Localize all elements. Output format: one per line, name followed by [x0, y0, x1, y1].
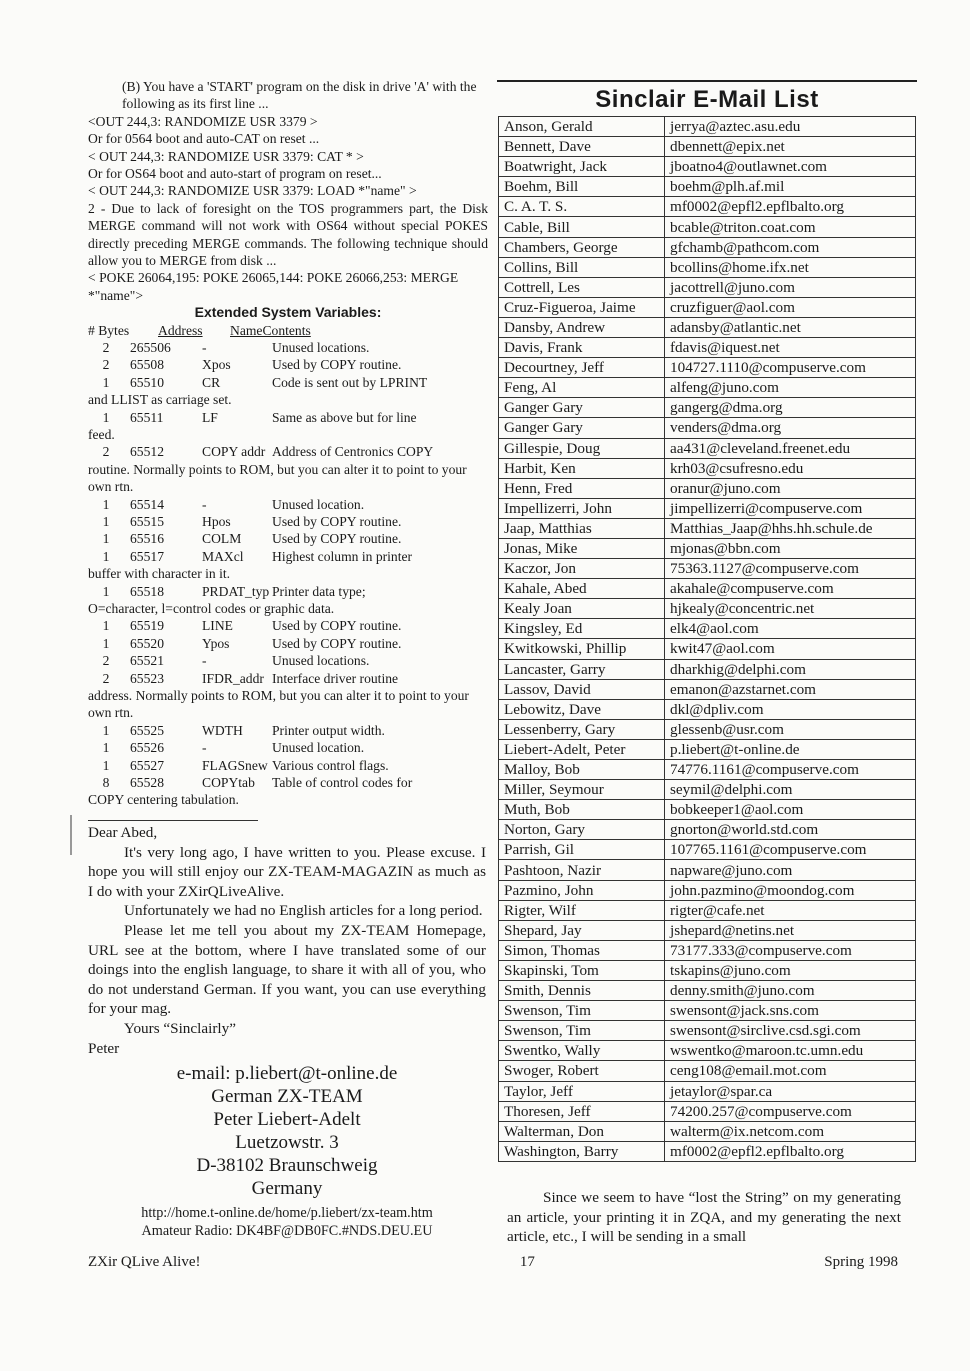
name-cell: - [202, 496, 207, 512]
address-cell: 65526 [130, 740, 164, 756]
table-row [499, 137, 916, 157]
contents-cell: Used by COPY routine. [272, 618, 402, 634]
margin-mark [70, 815, 72, 855]
table-row [499, 1141, 916, 1161]
member-name: Chambers, George [499, 237, 665, 257]
table-row [499, 880, 916, 900]
table-row [499, 317, 916, 337]
table-row [499, 659, 916, 679]
member-email: 104727.1110@compuserve.com [665, 358, 916, 378]
member-email: 107765.1161@compuserve.com [665, 840, 916, 860]
member-name: Dansby, Andrew [499, 317, 665, 337]
member-email: dkl@dpliv.com [665, 699, 916, 719]
contents-cell: Various control flags. [272, 757, 389, 773]
variable-row [88, 617, 488, 634]
bytes-cell: 1 [102, 722, 110, 738]
table-row [499, 1121, 916, 1141]
bytes-cell: 2 [102, 653, 110, 669]
table-row [499, 478, 916, 498]
contents-cell: Printer data type; [272, 583, 366, 599]
name-cell: - [202, 740, 207, 756]
member-email: 74776.1161@compuserve.com [665, 760, 916, 780]
email-list-section [497, 80, 917, 1162]
table-row [499, 820, 916, 840]
table-row [499, 579, 916, 599]
member-email: ceng108@email.mot.com [665, 1061, 916, 1081]
table-row [499, 538, 916, 558]
member-name: Parrish, Gil [499, 840, 665, 860]
bytes-cell: 1 [102, 531, 110, 547]
name-cell: COPYtab [202, 774, 255, 790]
name-cell: - [202, 653, 207, 669]
member-name: Kahale, Abed [499, 579, 665, 599]
table-row [499, 177, 916, 197]
table-row [499, 960, 916, 980]
variable-row [88, 635, 488, 652]
table-row [499, 217, 916, 237]
table-row [499, 920, 916, 940]
member-name: Jaap, Matthias [499, 518, 665, 538]
table-row [499, 900, 916, 920]
member-name: Kwitkowski, Phillip [499, 639, 665, 659]
table-row [499, 739, 916, 759]
member-email: kwit47@aol.com [665, 639, 916, 659]
member-name: Decourtney, Jeff [499, 358, 665, 378]
member-email: bcable@triton.coat.com [665, 217, 916, 237]
member-name: Lancaster, Garry [499, 659, 665, 679]
member-email: krh03@csufresno.edu [665, 458, 916, 478]
member-name: Swoger, Robert [499, 1061, 665, 1081]
variable-row [88, 548, 488, 565]
variable-row [88, 496, 488, 513]
footer-magazine: ZXir QLive Alive! [88, 1254, 201, 1270]
text-line: (B) You have a 'START' program on the disk in drive 'A' with the following as its first line ... [122, 79, 477, 112]
address-cell: 65527 [130, 757, 164, 773]
member-email: jshepard@netins.net [665, 920, 916, 940]
member-email: gangerg@dma.org [665, 398, 916, 418]
member-email: walterm@ix.netcom.com [665, 1121, 916, 1141]
address-cell: 65521 [130, 653, 164, 669]
greeting: Dear Abed, [88, 824, 158, 841]
member-name: Lessenberry, Gary [499, 719, 665, 739]
table-row [499, 257, 916, 277]
address-cell: 65515 [130, 514, 164, 530]
bytes-cell: 1 [102, 740, 110, 756]
bytes-cell: 1 [102, 548, 110, 564]
letter-paragraph: Unfortunately we had no English articles for a long period. [124, 902, 483, 920]
member-email: napware@juno.com [665, 860, 916, 880]
member-email: alfeng@juno.com [665, 378, 916, 398]
member-email: akahale@compuserve.com [665, 579, 916, 599]
table-row [499, 981, 916, 1001]
variable-row [88, 443, 488, 460]
sig-org: German ZX-TEAM [211, 1086, 363, 1108]
contents-cell: Unused locations. [272, 653, 370, 669]
text-line: < OUT 244,3: RANDOMIZE USR 3379: CAT * > [88, 148, 364, 164]
table-row [499, 1021, 916, 1041]
member-name: Pashtoon, Nazir [499, 860, 665, 880]
bytes-cell: 1 [102, 757, 110, 773]
name-cell: PRDAT_typ [202, 583, 270, 599]
member-email: swensont@sirclive.csd.sgi.com [665, 1021, 916, 1041]
top-rule [497, 80, 917, 82]
text-paragraph: 2 - Due to lack of foresight on the TOS programmers part, the Disk MERGE command will not work with OS64 without special POKES directly preceding MERGE commands. The following technique should allow you to MERGE from disk ... [88, 200, 488, 269]
table-row [499, 760, 916, 780]
member-email: gnorton@world.std.com [665, 820, 916, 840]
address-cell: 65510 [130, 374, 164, 390]
member-name: Pazmino, John [499, 880, 665, 900]
table-row [499, 940, 916, 960]
name-cell: COLM [202, 531, 242, 547]
name-cell: LINE [202, 618, 233, 634]
member-email: dbennett@epix.net [665, 137, 916, 157]
member-name: Swentko, Wally [499, 1041, 665, 1061]
contents-cell: Address of Centronics COPY [272, 444, 434, 460]
contents-cell: Unused location. [272, 740, 365, 756]
member-email: oranur@juno.com [665, 478, 916, 498]
table-row [499, 1061, 916, 1081]
member-name: Anson, Gerald [499, 117, 665, 137]
text-line: < POKE 26064,195: POKE 26065,144: POKE 26066,253: MERGE *"name"> [88, 270, 459, 303]
member-email: 75363.1127@compuserve.com [665, 559, 916, 579]
member-name: Miller, Seymour [499, 780, 665, 800]
table-row [499, 358, 916, 378]
table-row [499, 518, 916, 538]
table-row [499, 599, 916, 619]
bytes-cell: 2 [102, 444, 110, 460]
contents-cell: Used by COPY routine. [272, 635, 402, 651]
member-name: Lebowitz, Dave [499, 699, 665, 719]
email-table [498, 116, 916, 1162]
member-name: Davis, Frank [499, 338, 665, 358]
bytes-cell: 1 [102, 514, 110, 530]
name-cell: CR [202, 374, 221, 390]
table-row [499, 1001, 916, 1021]
member-email: hjkealy@concentric.net [665, 599, 916, 619]
text-line: Or for OS64 boot and auto-start of program on reset... [88, 166, 382, 182]
table-row [499, 800, 916, 820]
variable-row [88, 339, 488, 356]
table-header [88, 322, 488, 339]
contents-cell: Unused location. [272, 496, 365, 512]
footer-issue: Spring 1998 [824, 1254, 898, 1270]
member-email: 74200.257@compuserve.com [665, 1101, 916, 1121]
variable-row [88, 583, 488, 600]
table-row [499, 619, 916, 639]
sig-city: D-38102 Braunschweig [196, 1155, 378, 1177]
divider [88, 820, 258, 821]
sig-country: Germany [251, 1178, 323, 1200]
table-row [499, 418, 916, 438]
member-name: Harbit, Ken [499, 458, 665, 478]
member-email: p.liebert@t-online.de [665, 739, 916, 759]
variable-row [88, 374, 488, 391]
address-cell: 65516 [130, 531, 164, 547]
member-name: Collins, Bill [499, 257, 665, 277]
table-row [499, 780, 916, 800]
member-name: Boatwright, Jack [499, 157, 665, 177]
member-email: gfchamb@pathcom.com [665, 237, 916, 257]
member-email: jacottrell@juno.com [665, 277, 916, 297]
member-email: 73177.333@compuserve.com [665, 940, 916, 960]
member-name: Kealy Joan [499, 599, 665, 619]
address-cell: 65520 [130, 635, 164, 651]
member-name: Smith, Dennis [499, 981, 665, 1001]
variable-row [88, 530, 488, 547]
variable-continuation: O=character, l=control codes or graphic data. [88, 601, 335, 617]
homepage-url: http://home.t-online.de/home/p.liebert/zx-team.htm [141, 1205, 433, 1222]
member-name: Ganger Gary [499, 398, 665, 418]
member-email: rigter@cafe.net [665, 900, 916, 920]
page-number: 17 [519, 1254, 535, 1270]
variable-row [88, 652, 488, 669]
system-variables-list [88, 339, 488, 809]
member-name: Ganger Gary [499, 418, 665, 438]
name-cell: - [202, 340, 207, 356]
name-cell: WDTH [202, 722, 243, 738]
contents-cell: Printer output width. [272, 722, 385, 738]
table-row [499, 438, 916, 458]
table-row [499, 1041, 916, 1061]
table-row [499, 277, 916, 297]
member-name: Kaczor, Jon [499, 559, 665, 579]
variable-continuation: routine. Normally points to ROM, but you can alter it to point to your own rtn. [88, 461, 467, 495]
address-cell: 65517 [130, 548, 164, 564]
text-line: Or for 0564 boot and auto-CAT on reset ... [88, 131, 320, 147]
member-email: jerrya@aztec.asu.edu [665, 117, 916, 137]
member-name: Cottrell, Les [499, 277, 665, 297]
address-cell: 65511 [130, 409, 164, 425]
table-row [499, 398, 916, 418]
member-email: swensont@jack.sns.com [665, 1001, 916, 1021]
member-name: Taylor, Jeff [499, 1081, 665, 1101]
variable-continuation: COPY centering tabulation. [88, 792, 239, 808]
name-cell: Xpos [202, 357, 231, 373]
member-name: Skapinski, Tom [499, 960, 665, 980]
bytes-cell: 1 [102, 635, 110, 651]
member-email: bobkeeper1@aol.com [665, 800, 916, 820]
member-email: emanon@azstarnet.com [665, 679, 916, 699]
table-row [499, 458, 916, 478]
member-email: dharkhig@delphi.com [665, 659, 916, 679]
table-row [499, 860, 916, 880]
sig-name: Peter Liebert-Adelt [213, 1109, 361, 1131]
contents-cell: Unused locations. [272, 340, 370, 356]
member-email: venders@dma.org [665, 418, 916, 438]
name-cell: LF [202, 409, 218, 425]
member-email: elk4@aol.com [665, 619, 916, 639]
member-email: fdavis@iquest.net [665, 338, 916, 358]
header-label: # Bytes [88, 322, 130, 338]
variable-row [88, 757, 488, 774]
table-row [499, 679, 916, 699]
variable-row [88, 409, 488, 426]
table-row [499, 719, 916, 739]
variable-row [88, 739, 488, 756]
address-cell: 65512 [130, 444, 164, 460]
table-row [499, 559, 916, 579]
closing-article [507, 1188, 901, 1247]
address-cell: 65514 [130, 496, 164, 512]
address-cell: 65519 [130, 618, 164, 634]
table-row [499, 117, 916, 137]
contact-lines [88, 1204, 486, 1240]
member-name: Norton, Gary [499, 820, 665, 840]
section-heading: Extended System Variables: [194, 304, 382, 321]
variable-continuation: buffer with character in it. [88, 566, 231, 582]
member-name: Thoresen, Jeff [499, 1101, 665, 1121]
member-name: Boehm, Bill [499, 177, 665, 197]
address-cell: 65523 [130, 670, 164, 686]
text-line: <OUT 244,3: RANDOMIZE USR 3379 > [88, 113, 318, 129]
contents-cell: Code is sent out by LPRINT [272, 374, 428, 390]
bytes-cell: 8 [102, 774, 110, 790]
member-name: Liebert-Adelt, Peter [499, 739, 665, 759]
member-name: Cable, Bill [499, 217, 665, 237]
member-name: Swenson, Tim [499, 1021, 665, 1041]
bytes-cell: 2 [102, 340, 110, 356]
article-paragraph: Since we seem to have “lost the String” on my generating an article, your printing it in ZQA, and my generating the next article, etc., I will be sending in a small [507, 1189, 901, 1246]
table-row [499, 1101, 916, 1121]
member-name: Henn, Fred [499, 478, 665, 498]
member-name: Rigter, Wilf [499, 900, 665, 920]
sig-email: e-mail: p.liebert@t-online.de [176, 1063, 398, 1085]
member-name: Cruz-Figueroa, Jaime [499, 297, 665, 317]
bytes-cell: 2 [102, 357, 110, 373]
member-name: Walterman, Don [499, 1121, 665, 1141]
variable-row [88, 722, 488, 739]
contents-cell: Used by COPY routine. [272, 514, 402, 530]
letter [88, 820, 486, 1240]
member-email: aa431@cleveland.freenet.edu [665, 438, 916, 458]
sig-street: Luetzowstr. 3 [235, 1132, 339, 1154]
member-name: Impellizerri, John [499, 498, 665, 518]
variable-row [88, 670, 488, 687]
member-name: Malloy, Bob [499, 760, 665, 780]
table-row [499, 699, 916, 719]
member-email: mjonas@bbn.com [665, 538, 916, 558]
bytes-cell: 1 [102, 496, 110, 512]
header-address: Address [158, 322, 203, 338]
name-cell: Ypos [202, 635, 230, 651]
contents-cell: Highest column in printer [272, 548, 413, 564]
variable-continuation: and LLIST as carriage set. [88, 392, 232, 408]
name-cell: FLAGSnew [202, 757, 268, 773]
header-name: NameContents [230, 322, 311, 338]
signer-name: Peter [88, 1039, 120, 1057]
member-name: Swenson, Tim [499, 1001, 665, 1021]
variable-continuation: feed. [88, 427, 115, 443]
amateur-radio: Amateur Radio: DK4BF@DB0FC.#NDS.DEU.EU [141, 1223, 433, 1240]
letter-paragraph: It's very long ago, I have written to you. Please excuse. I hope you will still enjoy our ZX-TEAM-MAGAZIN as much as I do with your ZXirQLiveAlive. [88, 843, 486, 900]
name-cell: MAXcl [202, 548, 244, 564]
member-name: Shepard, Jay [499, 920, 665, 940]
bytes-cell: 1 [102, 583, 110, 599]
table-row [499, 237, 916, 257]
member-email: denny.smith@juno.com [665, 981, 916, 1001]
member-email: jimpellizerri@compuserve.com [665, 498, 916, 518]
bytes-cell: 2 [102, 670, 110, 686]
header-bytes [88, 322, 130, 339]
member-name: Washington, Barry [499, 1141, 665, 1161]
table-row [499, 197, 916, 217]
member-name: C. A. T. S. [499, 197, 665, 217]
member-name: Muth, Bob [499, 800, 665, 820]
member-email: cruzfiguer@aol.com [665, 297, 916, 317]
closing: Yours “Sinclairly” [124, 1019, 236, 1037]
text-line: < OUT 244,3: RANDOMIZE USR 3379: LOAD *"name" > [88, 183, 417, 199]
name-cell: COPY addr [202, 444, 266, 460]
table-row [499, 157, 916, 177]
member-name: Feng, Al [499, 378, 665, 398]
bytes-cell: 1 [102, 618, 110, 634]
contents-cell: Used by COPY routine. [272, 531, 402, 547]
signature-block [88, 1062, 486, 1200]
name-cell: Hpos [202, 514, 231, 530]
name-cell: IFDR_addr [202, 670, 264, 686]
member-name: Gillespie, Doug [499, 438, 665, 458]
member-name: Lassov, David [499, 679, 665, 699]
member-email: jboatno4@outlawnet.com [665, 157, 916, 177]
member-email: john.pazmino@moondog.com [665, 880, 916, 900]
table-row [499, 840, 916, 860]
variable-row [88, 356, 488, 373]
member-name: Bennett, Dave [499, 137, 665, 157]
contents-cell: Interface driver routine [272, 670, 399, 686]
member-name: Jonas, Mike [499, 538, 665, 558]
address-cell: 65518 [130, 583, 164, 599]
bytes-cell: 1 [102, 374, 110, 390]
contents-cell: Table of control codes for [272, 774, 413, 790]
member-email: mf0002@epfl2.epflbalto.org [665, 197, 916, 217]
member-email: seymil@delphi.com [665, 780, 916, 800]
member-name: Kingsley, Ed [499, 619, 665, 639]
address-cell: 65508 [130, 357, 164, 373]
variable-row [88, 774, 488, 791]
bytes-cell: 1 [102, 409, 110, 425]
member-email: glessenb@usr.com [665, 719, 916, 739]
contents-cell: Same as above but for line [272, 409, 417, 425]
table-row [499, 498, 916, 518]
table-row [499, 297, 916, 317]
letter-paragraph: Please let me tell you about my ZX-TEAM Homepage, URL see at the bottom, where I have translated some of our doings into the english language, to share it with all of you, who do not understand German. If you want, you can use everything for your mag. [88, 921, 486, 1018]
member-email: bcollins@home.ifx.net [665, 257, 916, 277]
address-cell: 65525 [130, 722, 164, 738]
address-cell: 265506 [130, 340, 171, 356]
address-cell: 65528 [130, 774, 164, 790]
email-list-title: Sinclair E-Mail List [595, 86, 819, 113]
table-row [499, 1081, 916, 1101]
member-email: boehm@plh.af.mil [665, 177, 916, 197]
member-email: Matthias_Jaap@hhs.hh.schule.de [665, 518, 916, 538]
contents-cell: Used by COPY routine. [272, 357, 402, 373]
member-email: tskapins@juno.com [665, 960, 916, 980]
page-footer [88, 1254, 898, 1271]
table-row [499, 378, 916, 398]
member-name: Simon, Thomas [499, 940, 665, 960]
member-email: jetaylor@spar.ca [665, 1081, 916, 1101]
variable-row [88, 513, 488, 530]
table-row [499, 639, 916, 659]
left-column [88, 78, 488, 809]
member-email: adansby@atlantic.net [665, 317, 916, 337]
member-email: mf0002@epfl2.epflbalto.org [665, 1141, 916, 1161]
member-email: wswentko@maroon.tc.umn.edu [665, 1041, 916, 1061]
variable-continuation: address. Normally points to ROM, but you can alter it to point to your own rtn. [88, 687, 469, 721]
table-row [499, 338, 916, 358]
